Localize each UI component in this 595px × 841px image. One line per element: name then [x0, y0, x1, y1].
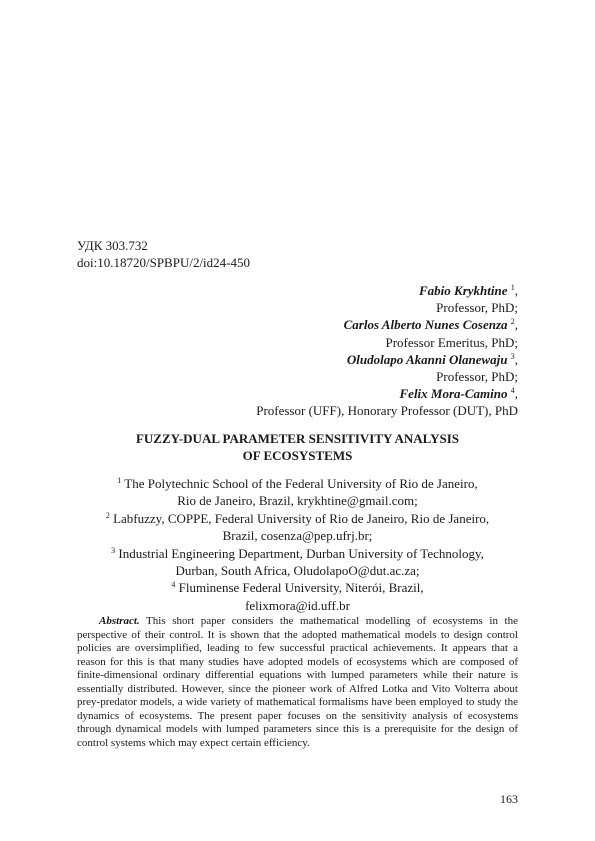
affiliation-line: felixmora@id.uff.br: [245, 597, 350, 613]
paper-title: FUZZY-DUAL PARAMETER SENSITIVITY ANALYSIS OF ECOSYSTEMS: [135, 431, 460, 463]
author-block: [78, 282, 518, 420]
doi: doi:10.18720/SPBPU/2/id24-450: [77, 255, 250, 270]
author-title: Professor Emeritus, PhD;: [385, 334, 518, 350]
page-number: 163: [500, 792, 518, 806]
affiliation-line: $^3$ Industrial Engineering Department, Durban University of Technology,: [111, 545, 484, 561]
affiliations: [77, 475, 518, 614]
author-name: Felix Mora-Camino $^4$,: [399, 386, 518, 402]
udk-code: УДК 303.732: [77, 238, 148, 253]
abstract-text: This short paper considers the mathematical modelling of ecosystems in the perspective of their control. It is shown that the adopted mathematical models to design control policies are oversimplified, leading to few successful practical achievements. It appears that a reason for this is that many studies have adopted models of ecosystems which are composed of finite-dimensional ordinary differential equations with lumped parameters while their nature is essentially distributed. However, since the pioneer work of Alfred Lotka and Vito Volterra about prey-predator models, a wide variety of mathematical formalisms have been employed to study the dynamics of ecosystems. The present paper focuses on the sensitivity analysis of ecosystems through dynamical models with lumped parameters since this is a prerequisite for the design of control systems which may expect certain efficiency.: [77, 615, 518, 749]
author-title: Professor, PhD;: [436, 300, 518, 316]
affiliation-line: Rio de Janeiro, Brazil, krykhtine@gmail.com;: [177, 493, 418, 509]
affiliation-line: $^1$ The Polytechnic School of the Federal University of Rio de Janeiro,: [117, 476, 478, 491]
article-metadata: [77, 237, 250, 271]
author-name: Oludolapo Akanni Olanewaju $^3$,: [346, 351, 518, 367]
affiliation-line: $^2$ Labfuzzy, COPPE, Federal University of Rio de Janeiro, Rio de Janeiro,: [105, 510, 490, 526]
abstract-label: Abstract.: [99, 615, 140, 627]
author-name: Carlos Alberto Nunes Cosenza $^2$,: [343, 317, 518, 333]
author-title: Professor, PhD;: [436, 369, 518, 385]
affiliation-line: Durban, South Africa, OludolapoO@dut.ac.za;: [175, 563, 420, 579]
author-title: Professor (UFF), Honorary Professor (DUT), PhD: [256, 403, 518, 419]
abstract: [77, 615, 518, 750]
author-name: Fabio Krykhtine $^1$,: [419, 283, 518, 298]
affiliation-line: $^4$ Fluminense Federal University, Niterói, Brazil,: [171, 580, 424, 596]
affiliation-line: Brazil, cosenza@pep.ufrj.br;: [222, 528, 373, 544]
